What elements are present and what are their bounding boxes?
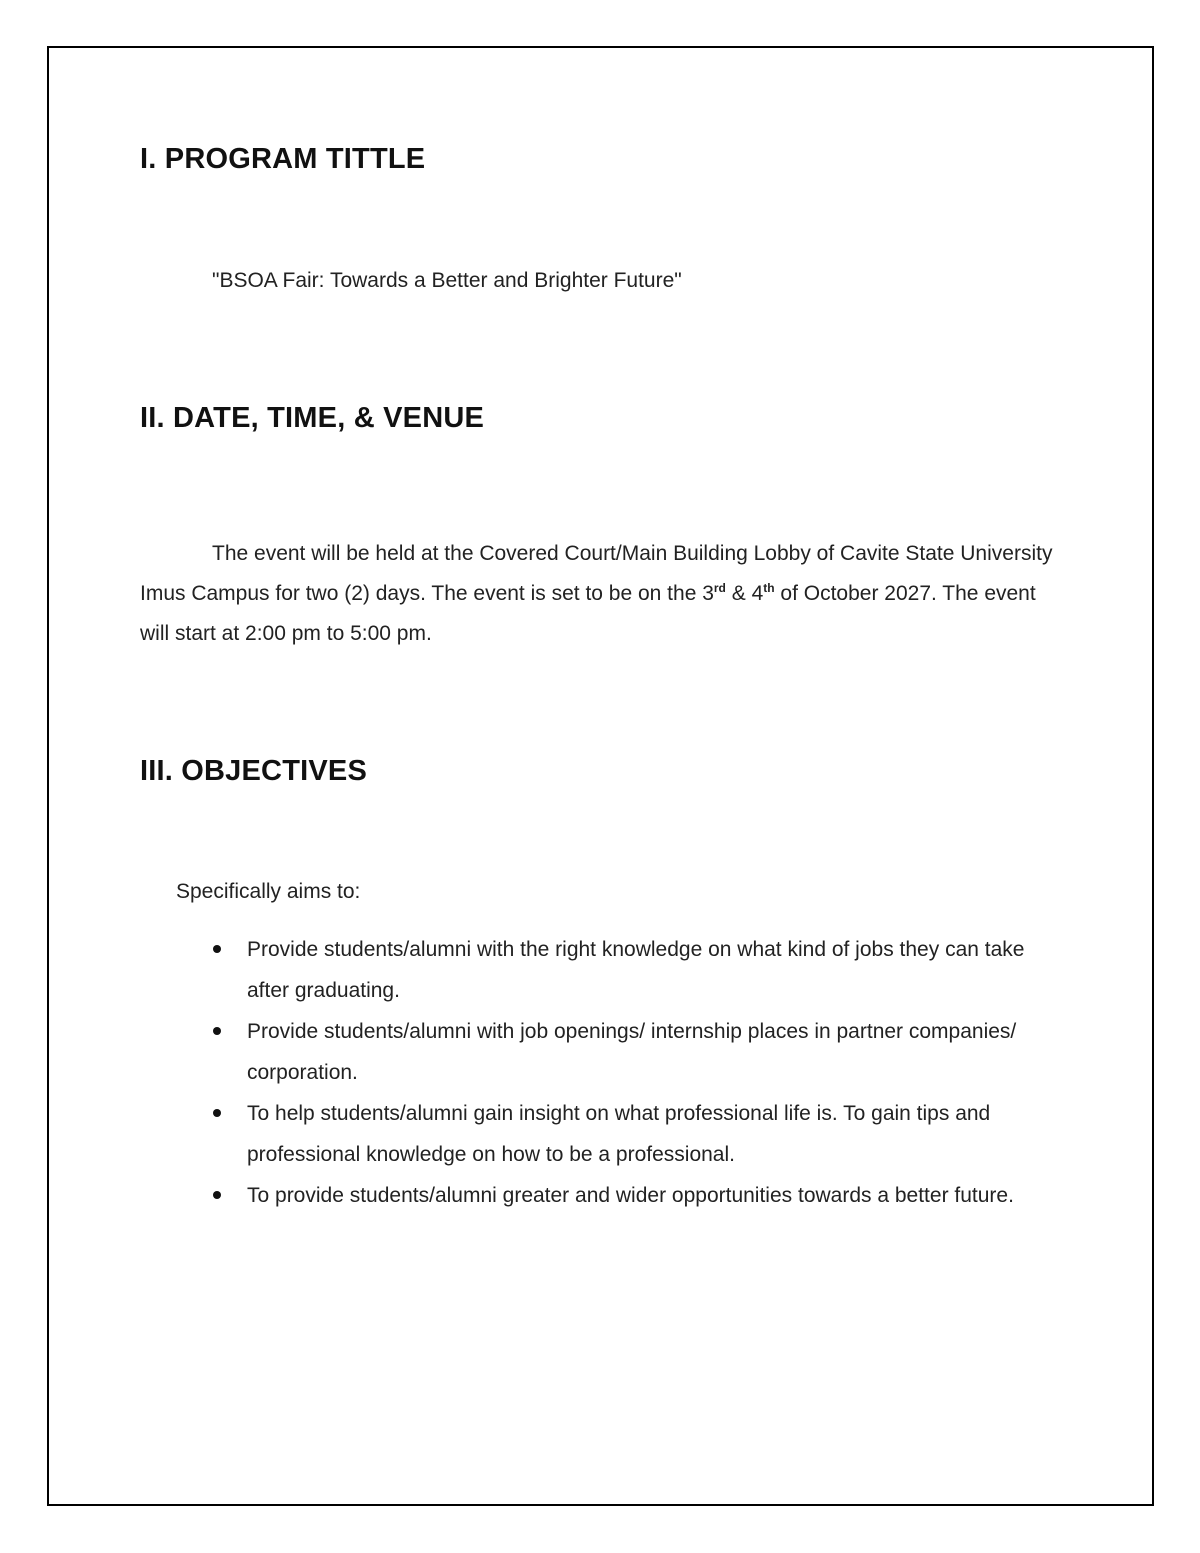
section-heading-objectives: III. OBJECTIVES — [140, 755, 367, 787]
objective-item-text: Provide students/alumni with job openings/ internship places in partner companies/ corporation. — [247, 1020, 1017, 1084]
objective-item — [247, 1175, 1047, 1216]
venue-superscript-th: th — [763, 581, 775, 595]
venue-text-part2: & 4 — [725, 582, 764, 605]
bullet-icon — [213, 945, 221, 953]
objective-item — [247, 1011, 1047, 1093]
bullet-icon — [213, 1109, 221, 1117]
objective-item-text: To provide students/alumni greater and wider opportunities towards a better future. — [247, 1184, 1014, 1207]
objective-item-text: Provide students/alumni with the right knowledge on what kind of jobs they can take after graduating. — [247, 938, 1025, 1002]
section-heading-program-title: I. PROGRAM TITTLE — [140, 143, 426, 175]
section-heading-date-time-venue: II. DATE, TIME, & VENUE — [140, 402, 485, 434]
objective-item — [247, 1093, 1047, 1175]
venue-paragraph — [140, 534, 1055, 654]
venue-superscript-rd: rd — [713, 581, 726, 595]
program-title-text: "BSOA Fair: Towards a Better and Brighter Future" — [212, 269, 682, 292]
objectives-list — [247, 929, 1047, 1216]
objectives-intro: Specifically aims to: — [176, 880, 361, 903]
objective-item — [247, 929, 1047, 1011]
venue-text-part1: The event will be held at the Covered Court/Main Building Lobby of Cavite State University Imus Campus for two (2) days. The event is set to be on the 3 — [140, 542, 1053, 605]
bullet-icon — [213, 1027, 221, 1035]
bullet-icon — [213, 1191, 221, 1199]
objective-item-text: To help students/alumni gain insight on what professional life is. To gain tips and professional knowledge on how to be a professional. — [247, 1102, 991, 1166]
venue-text-part3: of October 2027. The event will start at 2:00 pm to 5:00 pm. — [140, 582, 1036, 645]
